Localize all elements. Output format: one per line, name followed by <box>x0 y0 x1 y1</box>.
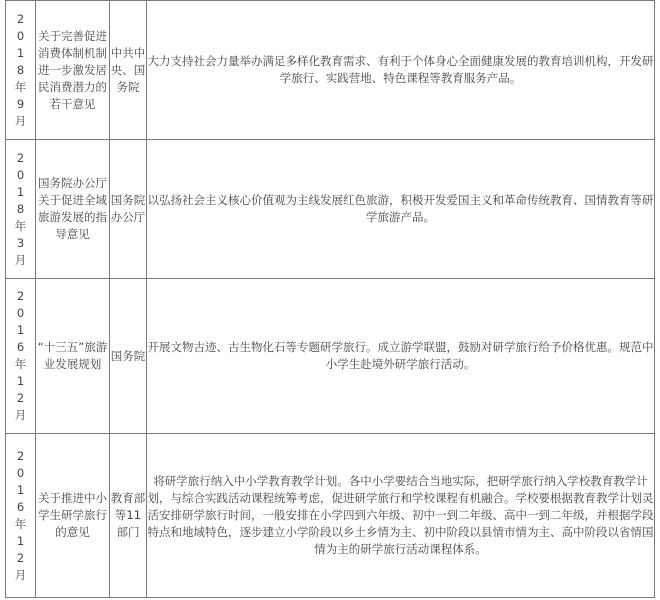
table-row <box>6 279 655 434</box>
content-cell: 开展文物古迹、古生物化石等专题研学旅行。成立游学联盟，鼓励对研学旅行给予价格优惠。规范中小学生赴境外研学旅行活动。 <box>147 279 655 434</box>
policy-name-cell: 国务院办公厅关于促进全域旅游发展的指导意见 <box>36 140 110 279</box>
table-row <box>6 1 655 140</box>
table-row <box>6 140 655 279</box>
date-cell: 2 0 1 6 年 1 2 月 <box>6 279 36 434</box>
content-cell: 将研学旅行纳入中小学教育教学计划。各中小学要结合当地实际，把研学旅行纳入学校教育教学计划，与综合实践活动课程统筹考虑，促进研学旅行和学校课程有机融合。学校要根据教育教学计划灵活安排研学旅行时间，一般安排在小学四到六年级、初中一到二年级、高中一到二年级，并根据学段特点和地域特色，逐步建立小学阶段以乡土乡情为主、初中阶段以县情市情为主、高中阶段以省情国情为主的研学旅行活动课程体系。 <box>147 434 655 598</box>
content-cell: 大力支持社会力量举办满足多样化教育需求、有利于个体身心全面健康发展的教育培训机构，开发研学旅行、实践营地、特色课程等教育服务产品。 <box>147 1 655 140</box>
table-row <box>6 434 655 598</box>
department-cell: 教育部等11部门 <box>110 434 147 598</box>
policy-table <box>5 0 655 598</box>
date-cell: 2 0 1 8 年 9 月 <box>6 1 36 140</box>
policy-name-cell: 关于完善促进消费体制机制进一步激发居民消费潜力的若干意见 <box>36 1 110 140</box>
policy-name-cell: 关于推进中小学生研学旅行的意见 <box>36 434 110 598</box>
content-cell: 以弘扬社会主义核心价值观为主线发展红色旅游，积极开发爱国主义和革命传统教育、国情教育等研学旅游产品。 <box>147 140 655 279</box>
date-cell: 2 0 1 6 年 1 2 月 <box>6 434 36 598</box>
department-cell: 国务院 <box>110 279 147 434</box>
policy-name-cell: “十三五”旅游业发展规划 <box>36 279 110 434</box>
department-cell: 国务院办公厅 <box>110 140 147 279</box>
date-cell: 2 0 1 8 年 3 月 <box>6 140 36 279</box>
department-cell: 中共中央、国务院 <box>110 1 147 140</box>
